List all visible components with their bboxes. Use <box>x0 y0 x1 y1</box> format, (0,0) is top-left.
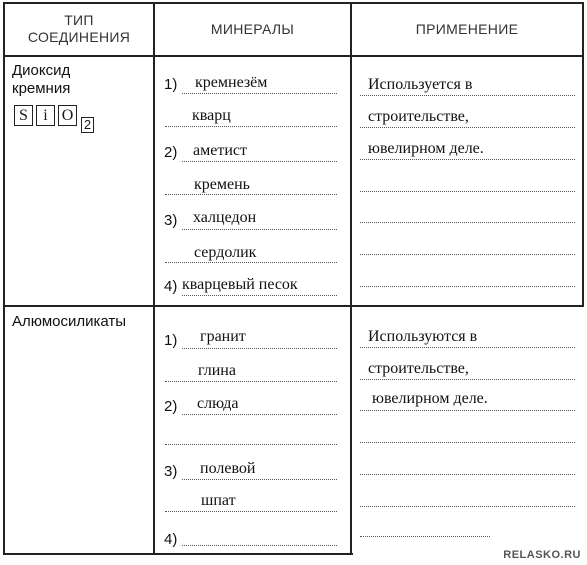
row1-mineral-5: халцедон <box>193 209 257 226</box>
row1-mineral-4: кремень <box>194 176 250 193</box>
row1-usage-rule-1 <box>360 95 575 96</box>
row-divider <box>3 305 584 307</box>
formula-cell-i: i <box>36 105 55 126</box>
row2-type-name: Алюмосиликаты <box>12 313 127 330</box>
row1-usage-rule-2 <box>360 127 575 128</box>
row2-usage-rule-7 <box>360 536 490 537</box>
row2-usage-rule-3 <box>360 410 575 411</box>
row2-line-3 <box>182 414 337 415</box>
row1-num-1: 1) <box>164 76 178 93</box>
header-type <box>5 12 153 46</box>
row1-mineral-1: кремнезём <box>195 74 268 91</box>
row2-mineral-1: гранит <box>200 328 246 345</box>
row1-usage-line3: ювелирном деле. <box>368 140 484 157</box>
row2-num-5: 3) <box>164 463 178 480</box>
row2-usage-rule-1 <box>360 347 575 348</box>
row1-usage-rule-6 <box>360 254 575 255</box>
row2-line-7 <box>182 545 337 546</box>
row2-line-5 <box>182 479 337 480</box>
row2-usage-rule-6 <box>360 506 575 507</box>
table-top-border <box>3 2 584 4</box>
row2-line-1 <box>182 348 337 349</box>
formula-cell-o: O <box>58 105 77 126</box>
header-bottom-border <box>3 55 584 57</box>
row1-line-1 <box>182 93 337 94</box>
row1-mineral-6: сердолик <box>194 244 257 261</box>
row1-type-name <box>12 62 70 98</box>
row2-usage-rule-4 <box>360 442 575 443</box>
row1-mineral-7: кварцевый песок <box>182 276 298 293</box>
row2-mineral-3: слюда <box>197 395 239 412</box>
table-left-border <box>3 2 5 555</box>
header-usage: ПРИМЕНЕНИЕ <box>415 21 519 37</box>
row2-usage-line3: ювелирном деле. <box>372 390 488 407</box>
header-minerals: МИНЕРАЛЫ <box>210 21 295 37</box>
row2-line-2 <box>165 381 337 382</box>
row2-num-3: 2) <box>164 398 178 415</box>
row1-usage-rule-3 <box>360 159 575 160</box>
formula-subscript: 2 <box>81 117 94 133</box>
row2-line-6 <box>165 511 337 512</box>
row2-usage-rule-5 <box>360 474 575 475</box>
row1-line-5 <box>182 229 337 230</box>
row1-usage-rule-7 <box>360 286 575 287</box>
row2-mineral-5: полевой <box>200 460 256 477</box>
row1-mineral-3: аметист <box>193 142 247 159</box>
row1-line-3 <box>182 161 337 162</box>
row2-num-1: 1) <box>164 332 178 349</box>
row2-num-7: 4) <box>164 531 178 548</box>
column-divider-1 <box>153 2 155 555</box>
row1-line-7 <box>182 295 337 296</box>
row1-mineral-2: кварц <box>192 107 231 124</box>
row1-type-line1: Диоксид <box>12 62 71 79</box>
row2-line-4 <box>165 444 337 445</box>
row1-usage-line1: Используется в <box>368 76 473 93</box>
row1-num-5: 3) <box>164 212 178 229</box>
row2-mineral-6: шпат <box>201 492 236 509</box>
row2-usage-line2: строительстве, <box>368 360 469 377</box>
watermark: RELASKO.RU <box>503 549 581 561</box>
header-type-line2: СОЕДИНЕНИЯ <box>27 29 131 45</box>
row1-num-3: 2) <box>164 144 178 161</box>
column-divider-2 <box>350 2 352 555</box>
header-type-line1: ТИП <box>64 12 94 28</box>
row2-usage-rule-2 <box>360 379 575 380</box>
row1-usage-line2: строительстве, <box>368 108 469 125</box>
row1-line-2 <box>165 126 337 127</box>
row1-line-6 <box>165 262 337 263</box>
row2-mineral-2: глина <box>198 362 236 379</box>
formula-cell-s: S <box>14 105 33 126</box>
row1-type-line2: кремния <box>12 80 71 97</box>
row1-num-7: 4) <box>164 278 178 295</box>
row1-usage-rule-4 <box>360 191 575 192</box>
row2-usage-line1: Используются в <box>368 328 478 345</box>
table-right-border <box>582 2 584 305</box>
row1-line-4 <box>165 194 337 195</box>
row1-usage-rule-5 <box>360 222 575 223</box>
table-bottom-border <box>3 553 353 555</box>
